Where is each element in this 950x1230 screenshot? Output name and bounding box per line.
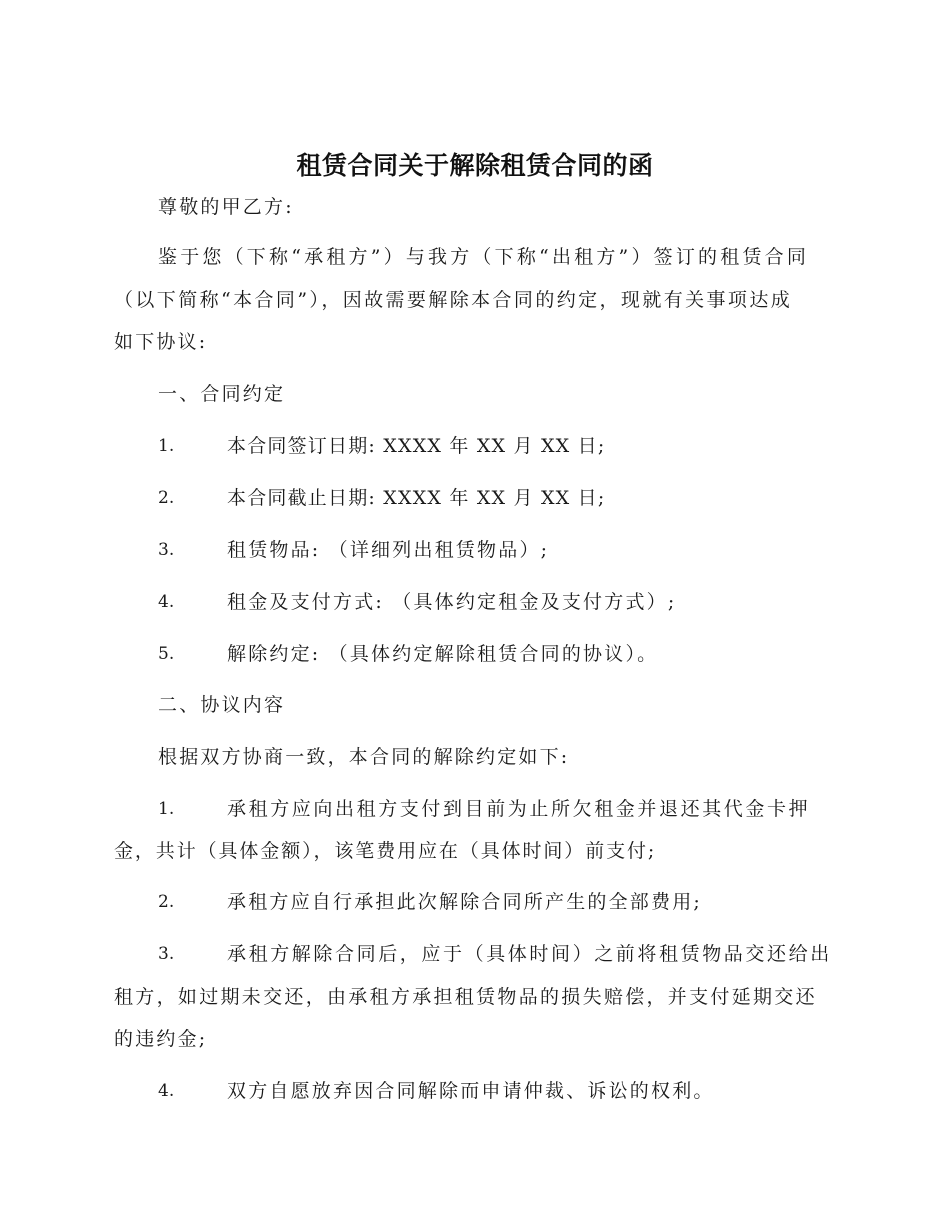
list-item: 解除约定: （具体约定解除租赁合同的协议）。 — [227, 643, 659, 665]
list-item-number: 3. — [158, 540, 175, 560]
list-item: 租金及支付方式: （具体约定租金及支付方式）; — [227, 591, 677, 613]
list-item-number: 3. — [158, 944, 175, 964]
list-item-line: 双方自愿放弃因合同解除而申请仲裁、诉讼的权利。 — [227, 1080, 715, 1102]
list-item-number: 1. — [158, 799, 175, 819]
list-item-line: 租方，如过期未交还，由承租方承担租赁物品的损失赔偿，并支付延期交还 — [114, 986, 817, 1008]
intro-line-2: （以下简称“本合同”），因故需要解除本合同的约定，现就有关事项达成 — [114, 289, 793, 311]
list-item: 本合同签订日期: XXXX 年 XX 月 XX 日; — [227, 435, 606, 457]
list-item: 本合同截止日期: XXXX 年 XX 月 XX 日; — [227, 487, 606, 509]
section-heading-1: 一、合同约定 — [158, 383, 286, 405]
section-lead: 根据双方协商一致，本合同的解除约定如下: — [158, 746, 570, 768]
list-item: 租赁物品: （详细列出租赁物品）; — [227, 539, 550, 561]
list-item-number: 1. — [158, 436, 175, 456]
document-title: 租赁合同关于解除租赁合同的函 — [296, 151, 654, 180]
intro-line-3: 如下协议: — [114, 331, 208, 353]
list-item-line: 承租方解除合同后，应于（具体时间）之前将租赁物品交还给出 — [227, 943, 832, 965]
list-item-line: 的违约金; — [114, 1028, 208, 1050]
section-heading-2: 二、协议内容 — [158, 694, 286, 716]
list-item-line: 金，共计（具体金额），该笔费用应在（具体时间）前支付; — [114, 840, 657, 862]
list-item-number: 2. — [158, 488, 175, 508]
list-item-number: 5. — [158, 644, 175, 664]
list-item-line: 承租方应自行承担此次解除合同所产生的全部费用; — [227, 891, 703, 913]
salutation: 尊敬的甲乙方: — [158, 196, 294, 218]
list-item-number: 4. — [158, 592, 175, 612]
list-item-number: 2. — [158, 892, 175, 912]
list-item-line: 承租方应向出租方支付到目前为止所欠租金并退还其代金卡押 — [227, 798, 811, 820]
list-item-number: 4. — [158, 1081, 175, 1101]
intro-line-1: 鉴于您（下称“承租方”）与我方（下称“出租方”）签订的租赁合同 — [158, 246, 810, 268]
